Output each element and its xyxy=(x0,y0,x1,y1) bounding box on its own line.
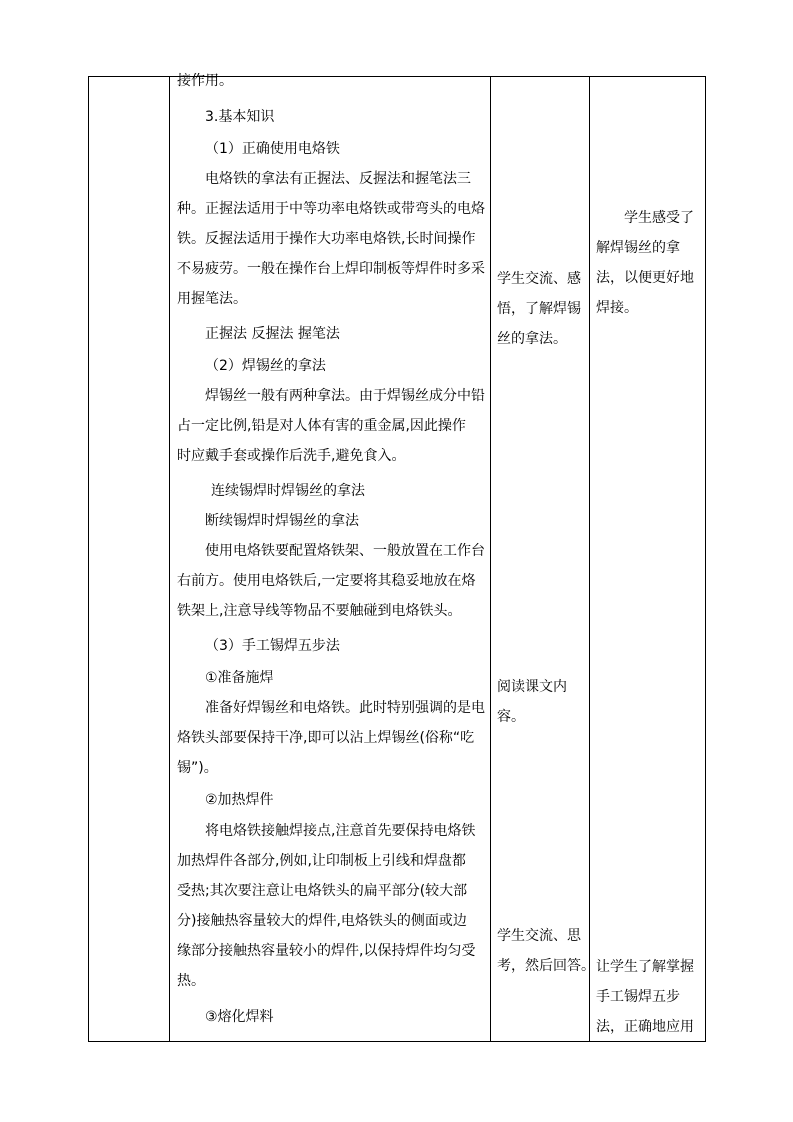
content-line: 正握法 反握法 握笔法 xyxy=(205,326,340,342)
content-line: 受热;其次要注意让电烙铁头的扁平部分(较大部 xyxy=(177,883,468,899)
cell-text-line: 解焊锡丝的拿 xyxy=(596,240,680,256)
content-line: 右前方。使用电烙铁后,一定要将其稳妥地放在烙 xyxy=(177,573,476,589)
content-line: 3.基本知识 xyxy=(205,109,275,125)
content-line: ③熔化焊料 xyxy=(205,1009,274,1025)
content-line: （3）手工锡焊五步法 xyxy=(205,638,340,654)
content-line: 分)接触热容量较大的焊件,电烙铁头的侧面或边 xyxy=(177,913,467,929)
content-line: 将电烙铁接触焊接点,注意首先要保持电烙铁 xyxy=(205,823,476,839)
content-line: ①准备施焊 xyxy=(205,670,274,686)
cell-text-line: 考，然后回答。 xyxy=(497,958,595,974)
cell-text-line: 让学生了解掌握 xyxy=(596,959,694,975)
content-line: 使用电烙铁要配置烙铁架、一般放置在工作台 xyxy=(205,543,485,559)
cell-text-line: 学生感受了 xyxy=(624,210,694,226)
cell-text-line: 悟，了解焊锡 xyxy=(497,301,581,317)
content-line: （2）焊锡丝的拿法 xyxy=(205,358,326,374)
cell-text-line: 丝的拿法。 xyxy=(497,331,567,347)
content-line: 用握笔法。 xyxy=(177,291,247,307)
table-divider-1 xyxy=(169,77,170,1041)
content-line: 缘部分接触热容量较小的焊件,以保持焊件均匀受 xyxy=(177,943,476,959)
content-line: 烙铁头部要保持干净,即可以沾上焊锡丝(俗称“吃 xyxy=(177,730,475,746)
content-line: 加热焊件各部分,例如,让印制板上引线和焊盘都 xyxy=(177,853,466,869)
cell-text-line: 法，以便更好地 xyxy=(596,270,694,286)
content-line: 时应戴手套或操作后洗手,避免食入。 xyxy=(177,448,406,464)
content-line: 热。 xyxy=(177,973,205,989)
content-line: （1）正确使用电烙铁 xyxy=(205,141,340,157)
content-line: 不易疲劳。一般在操作台上焊印制板等焊件时多采 xyxy=(177,261,485,277)
content-line: 占一定比例,铅是对人体有害的重金属,因此操作 xyxy=(177,418,466,434)
content-line: 焊锡丝一般有两种拿法。由于焊锡丝成分中铅 xyxy=(205,388,485,404)
table-divider-3 xyxy=(589,77,590,1041)
content-line: 断续锡焊时焊锡丝的拿法 xyxy=(205,513,359,529)
cell-text-line: 法，正确地应用 xyxy=(596,1019,694,1035)
content-line: 连续锡焊时焊锡丝的拿法 xyxy=(211,483,365,499)
content-line: 接作用。 xyxy=(177,73,233,89)
cell-text-line: 学生交流、思 xyxy=(497,928,581,944)
cell-text-line: 手工锡焊五步 xyxy=(596,989,680,1005)
content-line: 电烙铁的拿法有正握法、反握法和握笔法三 xyxy=(205,171,471,187)
content-line: 铁架上,注意导线等物品不要触碰到电烙铁头。 xyxy=(177,603,462,619)
cell-text-line: 学生交流、感 xyxy=(497,271,581,287)
content-line: 锡”)。 xyxy=(177,760,218,776)
lesson-plan-table xyxy=(88,73,706,1042)
cell-text-line: 焊接。 xyxy=(596,300,638,316)
cell-text-line: 阅读课文内 xyxy=(497,679,567,695)
content-line: 铁。反握法适用于操作大功率电烙铁,长时间操作 xyxy=(177,231,476,247)
table-divider-2 xyxy=(490,77,491,1041)
content-line: ②加热焊件 xyxy=(205,792,274,808)
cell-text-line: 容。 xyxy=(497,709,525,725)
content-line: 种。正握法适用于中等功率电烙铁或带弯头的电烙 xyxy=(177,201,485,217)
content-line: 准备好焊锡丝和电烙铁。此时特别强调的是电 xyxy=(205,700,485,716)
